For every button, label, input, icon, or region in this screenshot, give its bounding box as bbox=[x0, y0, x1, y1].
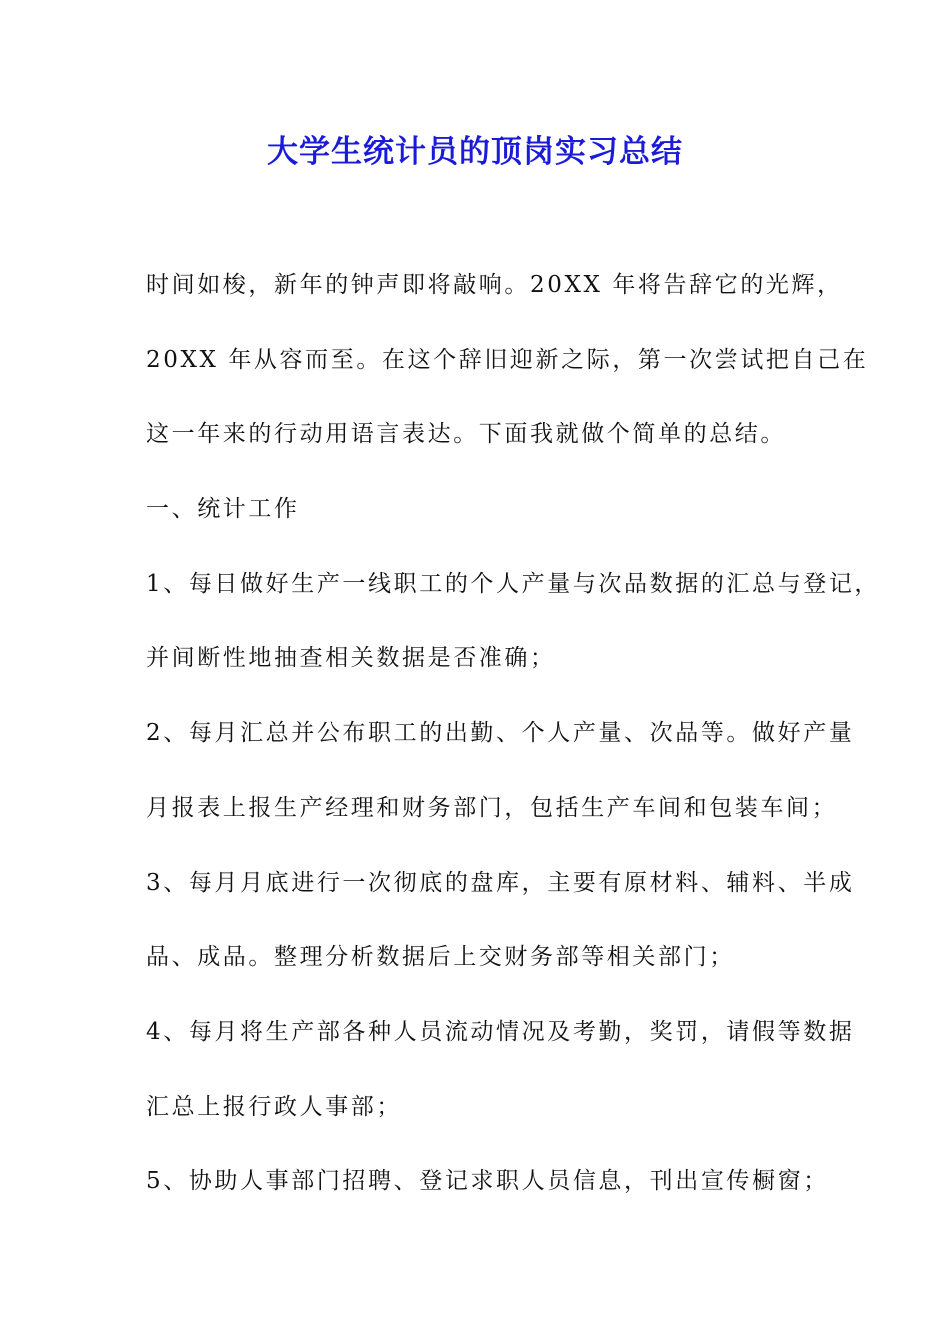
section-heading: 一、统计工作 bbox=[146, 496, 300, 523]
list-item-line: 汇总上报行政人事部； bbox=[146, 1093, 402, 1120]
list-item-line: 月报表上报生产经理和财务部门，包括生产车间和包装车间； bbox=[146, 794, 838, 821]
document-body bbox=[146, 260, 881, 1231]
list-item-line: 3、每月月底进行一次彻底的盘库，主要有原材料、辅料、半成 bbox=[146, 869, 855, 896]
list-item-line: 品、成品。整理分析数据后上交财务部等相关部门； bbox=[146, 944, 735, 971]
list-item-line: 4、每月将生产部各种人员流动情况及考勤，奖罚，请假等数据 bbox=[146, 1018, 855, 1045]
document-title: 大学生统计员的顶岗实习总结 bbox=[267, 134, 683, 170]
list-item-line: 并间断性地抽查相关数据是否准确； bbox=[146, 645, 556, 672]
list-item-line: 1、每日做好生产一线职工的个人产量与次品数据的汇总与登记， bbox=[146, 570, 881, 597]
list-item-line: 2、每月汇总并公布职工的出勤、个人产量、次品等。做好产量 bbox=[146, 720, 855, 747]
paragraph-line: 时间如梭，新年的钟声即将敲响。20XX 年将告辞它的光辉， bbox=[146, 272, 843, 298]
paragraph-line: 20XX 年从容而至。在这个辞旧迎新之际，第一次尝试把自己在 bbox=[146, 346, 869, 373]
list-item-line: 5、协助人事部门招聘、登记求职人员信息，刊出宣传橱窗； bbox=[146, 1168, 829, 1195]
paragraph-line: 这一年来的行动用语言表达。下面我就做个简单的总结。 bbox=[146, 421, 786, 448]
